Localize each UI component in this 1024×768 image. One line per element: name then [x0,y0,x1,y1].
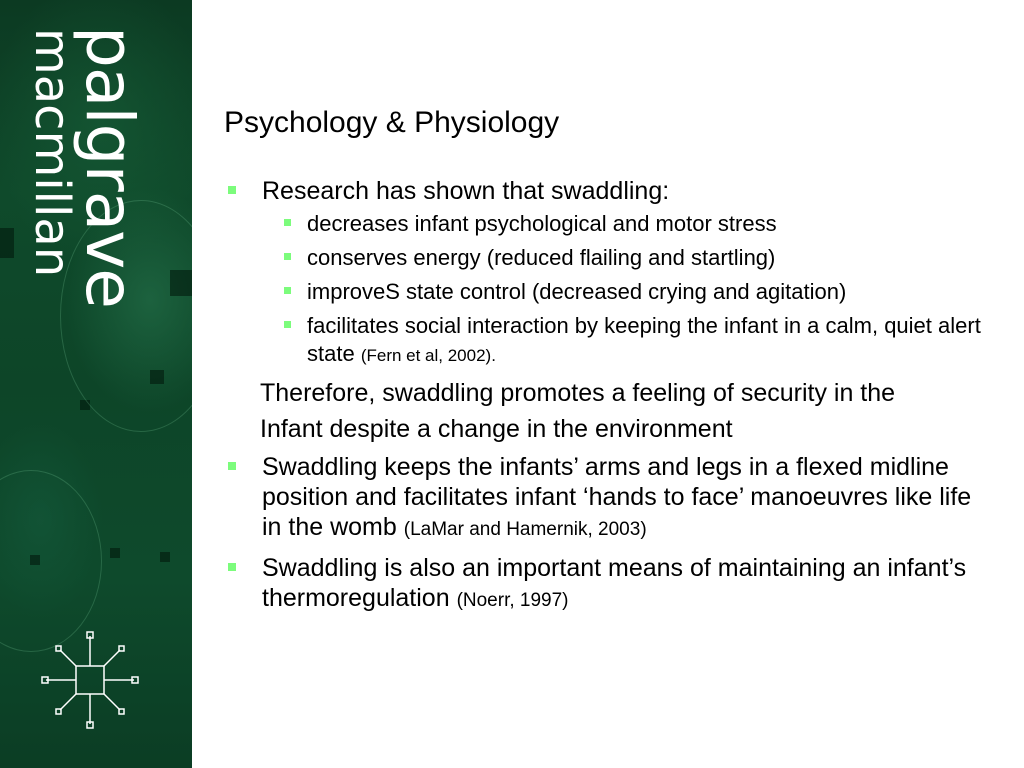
sub-bullet-item [262,210,984,238]
bullet-item-position [224,452,984,545]
brand-panel [0,0,192,768]
sub-bullet-item [262,244,984,272]
slide-title: Psychology & Physiology [224,106,560,139]
sub-bullet-text: conserves energy (reduced flailing and startling) [307,245,776,270]
square-bullet-icon [284,253,291,260]
brand-word-macmillan: macmillan [24,28,80,278]
square-bullet-icon [284,219,291,226]
square-bullet-icon [228,462,236,470]
sub-bullet-text: facilitates social interaction by keeping the infant in a calm, quiet alert state [307,313,981,366]
bullet-text: Swaddling keeps the infants’ arms and legs in a flexed midline position and facilitates infant ‘hands to face’ manoeuvres like life in the womb [262,453,972,541]
sub-bullet-item [262,312,984,370]
texture-ring [0,470,102,652]
brand-wordmark [0,0,192,308]
texture-block [110,548,120,558]
bullet-list [224,176,984,370]
brand-word-palgrave: palgrave [71,26,148,308]
conclusion-line-2: Infant despite a change in the environment [260,415,733,443]
citation: (Fern et al, 2002). [360,346,496,365]
bullet-item-thermoregulation [224,553,984,616]
square-bullet-icon [228,186,236,194]
square-bullet-icon [284,321,291,328]
bullet-list-2 [224,452,984,616]
conclusion-line-1: Therefore, swaddling promotes a feeling of security in the [260,379,896,407]
square-bullet-icon [228,563,236,571]
bullet-text: Research has shown that swaddling: [262,177,670,205]
bullet-text: Swaddling is also an important means of maintaining an infant’s thermoregulation [262,554,967,612]
slide-content [224,106,984,624]
network-node-icon [40,630,140,730]
square-bullet-icon [284,287,291,294]
sub-bullet-list [262,210,984,370]
bullet-item-research [224,176,984,370]
sub-bullet-text: improveS state control (decreased crying and agitation) [307,279,847,304]
sub-bullet-text: decreases infant psychological and motor stress [307,211,777,236]
citation: (LaMar and Hamernik, 2003) [403,519,647,540]
sub-bullet-item [262,278,984,306]
citation: (Noerr, 1997) [456,590,569,611]
texture-block [160,552,170,562]
